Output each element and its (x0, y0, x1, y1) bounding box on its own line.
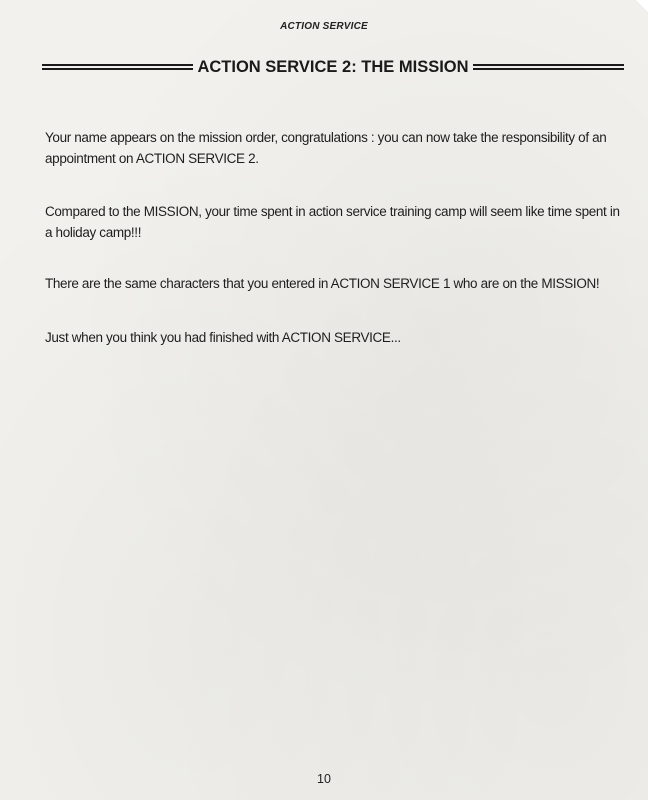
section-title-bar (42, 55, 624, 79)
paragraph-finished: Just when you think you had finished with ACTION SERVICE... (45, 330, 401, 345)
paragraph-characters: There are the same characters that you entered in ACTION SERVICE 1 who are on the MISSION! (45, 276, 600, 291)
title-rule-right (473, 64, 624, 70)
paragraph-holiday-camp: Compared to the MISSION, your time spent in action service training camp will seem like time spent in a holiday camp!!! (45, 204, 620, 240)
page-number: 10 (317, 772, 331, 786)
page-corner (636, 0, 648, 12)
title-rule-left (42, 64, 193, 70)
section-title: ACTION SERVICE 2: THE MISSION (197, 57, 469, 76)
paragraph-mission-order: Your name appears on the mission order, congratulations : you can now take the responsibility of an appointment on ACTION SERVICE 2. (45, 130, 607, 166)
running-header: ACTION SERVICE (280, 21, 368, 32)
